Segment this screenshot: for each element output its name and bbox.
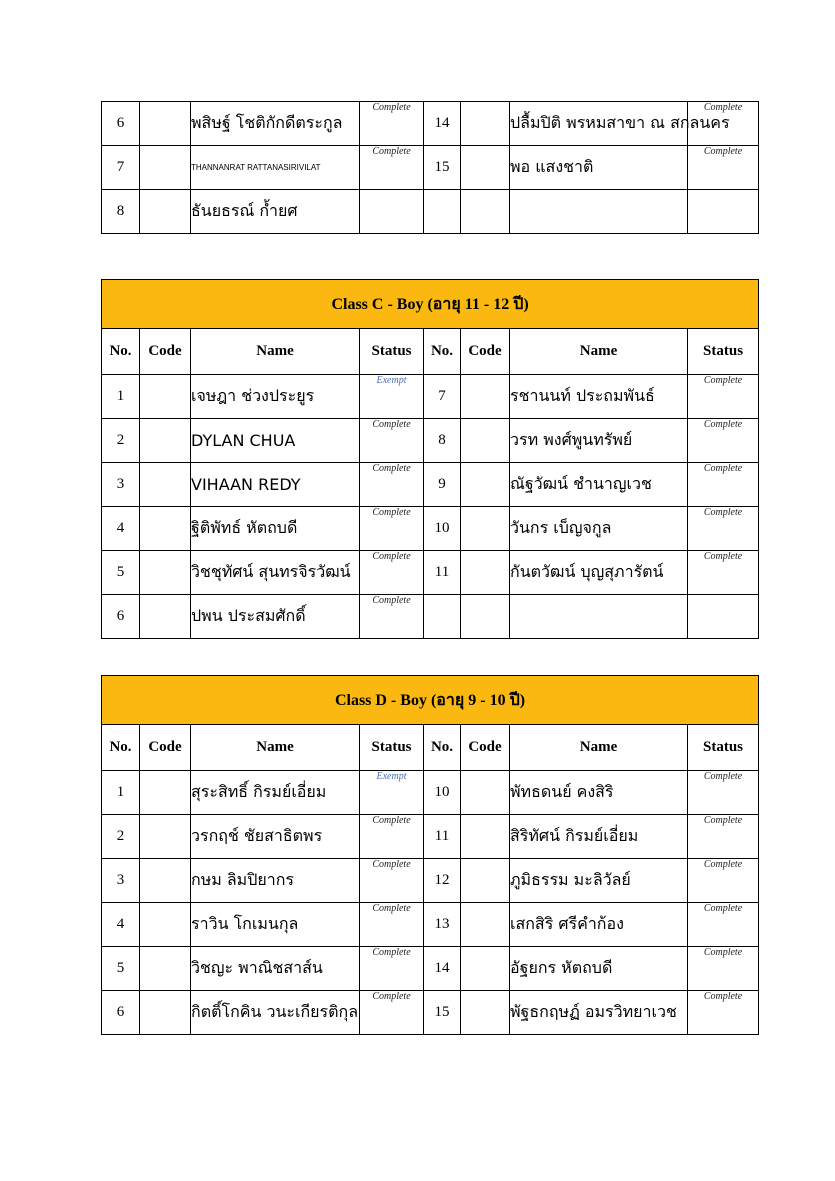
table-row xyxy=(102,771,759,815)
status-text: Complete xyxy=(360,419,424,463)
row-code xyxy=(461,903,510,947)
header-name: Name xyxy=(510,725,688,771)
status-text: Complete xyxy=(688,947,759,991)
row-code xyxy=(140,190,191,234)
row-code xyxy=(140,903,191,947)
row-number: 4 xyxy=(102,903,140,947)
status-text: Complete xyxy=(360,991,424,1035)
row-number: 14 xyxy=(424,947,461,991)
student-name: ฐิติพัทธ์ หัตถบดี xyxy=(191,507,360,551)
row-number: 10 xyxy=(424,507,461,551)
student-name: พอ แสงชาติ xyxy=(510,146,688,190)
status-text: Complete xyxy=(688,375,759,419)
row-number: 6 xyxy=(102,595,140,639)
row-code xyxy=(140,507,191,551)
row-code xyxy=(140,991,191,1035)
status-text: Complete xyxy=(360,859,424,903)
student-name: พสิษฐ์ โชติกักดีตระกูล xyxy=(191,102,360,146)
row-code xyxy=(461,419,510,463)
row-code xyxy=(461,551,510,595)
status-text: Complete xyxy=(360,903,424,947)
header-no: No. xyxy=(102,725,140,771)
student-name: รชานนท์ ประถมพันธ์ xyxy=(510,375,688,419)
table-row xyxy=(102,507,759,551)
student-name: THANNANRAT RATTANASIRIVILAT xyxy=(191,146,360,190)
row-number: 11 xyxy=(424,815,461,859)
header-name: Name xyxy=(191,329,360,375)
table-row xyxy=(102,463,759,507)
row-number: 10 xyxy=(424,771,461,815)
student-name: วรท พงศ์พูนทรัพย์ xyxy=(510,419,688,463)
status-text xyxy=(360,190,424,234)
student-name: วรกฤช์ ชัยสาธิตพร xyxy=(191,815,360,859)
student-name: พัฐธกฤษฏ์ อมรวิทยาเวช xyxy=(510,991,688,1035)
status-text: Complete xyxy=(688,507,759,551)
header-status: Status xyxy=(360,725,424,771)
student-name: พัทธดนย์ คงสิริ xyxy=(510,771,688,815)
student-name: ธันยธรณ์ ก้ำยศ xyxy=(191,190,360,234)
status-text: Complete xyxy=(360,102,424,146)
class-d-header-row xyxy=(102,725,759,771)
status-text: Complete xyxy=(688,551,759,595)
status-text: Complete xyxy=(360,815,424,859)
status-text: Complete xyxy=(360,463,424,507)
row-number: 8 xyxy=(102,190,140,234)
header-code: Code xyxy=(140,725,191,771)
row-code xyxy=(140,102,191,146)
table-row xyxy=(102,419,759,463)
status-text: Complete xyxy=(360,507,424,551)
student-name: สุระสิทธิ์ กิรมย์เอี่ยม xyxy=(191,771,360,815)
row-code xyxy=(140,375,191,419)
row-number: 6 xyxy=(102,991,140,1035)
table-row xyxy=(102,551,759,595)
class-c-table xyxy=(101,279,759,639)
student-name: กิตติ์โกคิน วนะเกียรติกุล xyxy=(191,991,360,1035)
header-code: Code xyxy=(461,725,510,771)
row-number: 5 xyxy=(102,947,140,991)
table-row xyxy=(102,375,759,419)
row-number: 1 xyxy=(102,375,140,419)
table-row xyxy=(102,595,759,639)
student-name xyxy=(510,190,688,234)
row-code xyxy=(140,771,191,815)
header-no: No. xyxy=(424,725,461,771)
status-text: Complete xyxy=(688,102,759,146)
header-status: Status xyxy=(688,329,759,375)
student-name: เสกสิริ ศรีคำก้อง xyxy=(510,903,688,947)
status-text xyxy=(688,190,759,234)
row-code xyxy=(461,463,510,507)
row-number: 9 xyxy=(424,463,461,507)
row-code xyxy=(461,815,510,859)
class-c-header-row xyxy=(102,329,759,375)
row-code xyxy=(461,190,510,234)
status-text: Complete xyxy=(360,947,424,991)
table-row xyxy=(102,859,759,903)
student-name: ราวิน โกเมนกุล xyxy=(191,903,360,947)
row-code xyxy=(461,507,510,551)
row-number: 3 xyxy=(102,463,140,507)
row-code xyxy=(461,991,510,1035)
table-row xyxy=(102,947,759,991)
row-code xyxy=(461,102,510,146)
row-number: 8 xyxy=(424,419,461,463)
top-continuation-table xyxy=(101,101,759,234)
row-number: 1 xyxy=(102,771,140,815)
row-number: 15 xyxy=(424,991,461,1035)
class-d-title: Class D - Boy (อายุ 9 - 10 ปี) xyxy=(102,676,759,725)
status-text: Complete xyxy=(688,903,759,947)
status-text: Complete xyxy=(688,463,759,507)
status-text: Complete xyxy=(360,551,424,595)
table-row xyxy=(102,102,759,146)
row-number: 2 xyxy=(102,815,140,859)
row-code xyxy=(140,551,191,595)
header-no: No. xyxy=(102,329,140,375)
student-name: ณัฐวัฒน์ ชำนาญเวช xyxy=(510,463,688,507)
row-number: 5 xyxy=(102,551,140,595)
header-no: No. xyxy=(424,329,461,375)
status-text: Complete xyxy=(688,859,759,903)
row-code xyxy=(461,146,510,190)
status-text: Complete xyxy=(360,146,424,190)
row-code xyxy=(140,815,191,859)
student-name: เจษฎา ช่วงประยูร xyxy=(191,375,360,419)
status-text: Complete xyxy=(688,991,759,1035)
row-number: 6 xyxy=(102,102,140,146)
student-name: ปพน ประสมศักดิ์ xyxy=(191,595,360,639)
table-row xyxy=(102,991,759,1035)
status-text: Complete xyxy=(688,419,759,463)
header-code: Code xyxy=(140,329,191,375)
student-name: กษม ลิมปิยากร xyxy=(191,859,360,903)
row-code xyxy=(140,859,191,903)
student-name: อัฐยกร หัตถบดี xyxy=(510,947,688,991)
status-text: Exempt xyxy=(360,771,424,815)
table-row xyxy=(102,903,759,947)
row-number: 13 xyxy=(424,903,461,947)
row-number: 4 xyxy=(102,507,140,551)
status-text: Complete xyxy=(688,815,759,859)
row-code xyxy=(140,419,191,463)
row-code xyxy=(140,595,191,639)
row-code xyxy=(461,947,510,991)
row-number: 14 xyxy=(424,102,461,146)
row-code xyxy=(461,595,510,639)
student-name: วิชญะ พาณิชสาส์น xyxy=(191,947,360,991)
row-number: 7 xyxy=(102,146,140,190)
table-row xyxy=(102,815,759,859)
header-status: Status xyxy=(688,725,759,771)
row-number xyxy=(424,595,461,639)
student-name: ปลื้มปิติ พรหมสาขา ณ สกลนคร xyxy=(510,102,688,146)
row-code xyxy=(140,463,191,507)
row-number: 12 xyxy=(424,859,461,903)
student-name: สิริทัศน์ กิรมย์เอี่ยม xyxy=(510,815,688,859)
row-code xyxy=(461,375,510,419)
student-name: วันกร เบ็ญจกูล xyxy=(510,507,688,551)
header-status: Status xyxy=(360,329,424,375)
row-code xyxy=(140,947,191,991)
class-c-title: Class C - Boy (อายุ 11 - 12 ปี) xyxy=(102,280,759,329)
status-text: Complete xyxy=(360,595,424,639)
header-name: Name xyxy=(191,725,360,771)
table-row xyxy=(102,146,759,190)
row-number: 11 xyxy=(424,551,461,595)
header-code: Code xyxy=(461,329,510,375)
student-name: กันตวัฒน์ บุญสุภารัตน์ xyxy=(510,551,688,595)
row-number: 2 xyxy=(102,419,140,463)
row-number: 15 xyxy=(424,146,461,190)
student-name: DYLAN CHUA xyxy=(191,419,360,463)
status-text: Complete xyxy=(688,146,759,190)
row-code xyxy=(461,771,510,815)
student-name: วิชชุทัศน์ สุนทรจิรวัฒน์ xyxy=(191,551,360,595)
class-d-table xyxy=(101,675,759,1035)
row-number: 3 xyxy=(102,859,140,903)
row-code xyxy=(461,859,510,903)
row-number xyxy=(424,190,461,234)
status-text: Exempt xyxy=(360,375,424,419)
header-name: Name xyxy=(510,329,688,375)
row-code xyxy=(140,146,191,190)
student-name: VIHAAN REDY xyxy=(191,463,360,507)
row-number: 7 xyxy=(424,375,461,419)
status-text xyxy=(688,595,759,639)
student-name: ภูมิธรรม มะลิวัลย์ xyxy=(510,859,688,903)
student-name xyxy=(510,595,688,639)
table-row xyxy=(102,190,759,234)
status-text: Complete xyxy=(688,771,759,815)
